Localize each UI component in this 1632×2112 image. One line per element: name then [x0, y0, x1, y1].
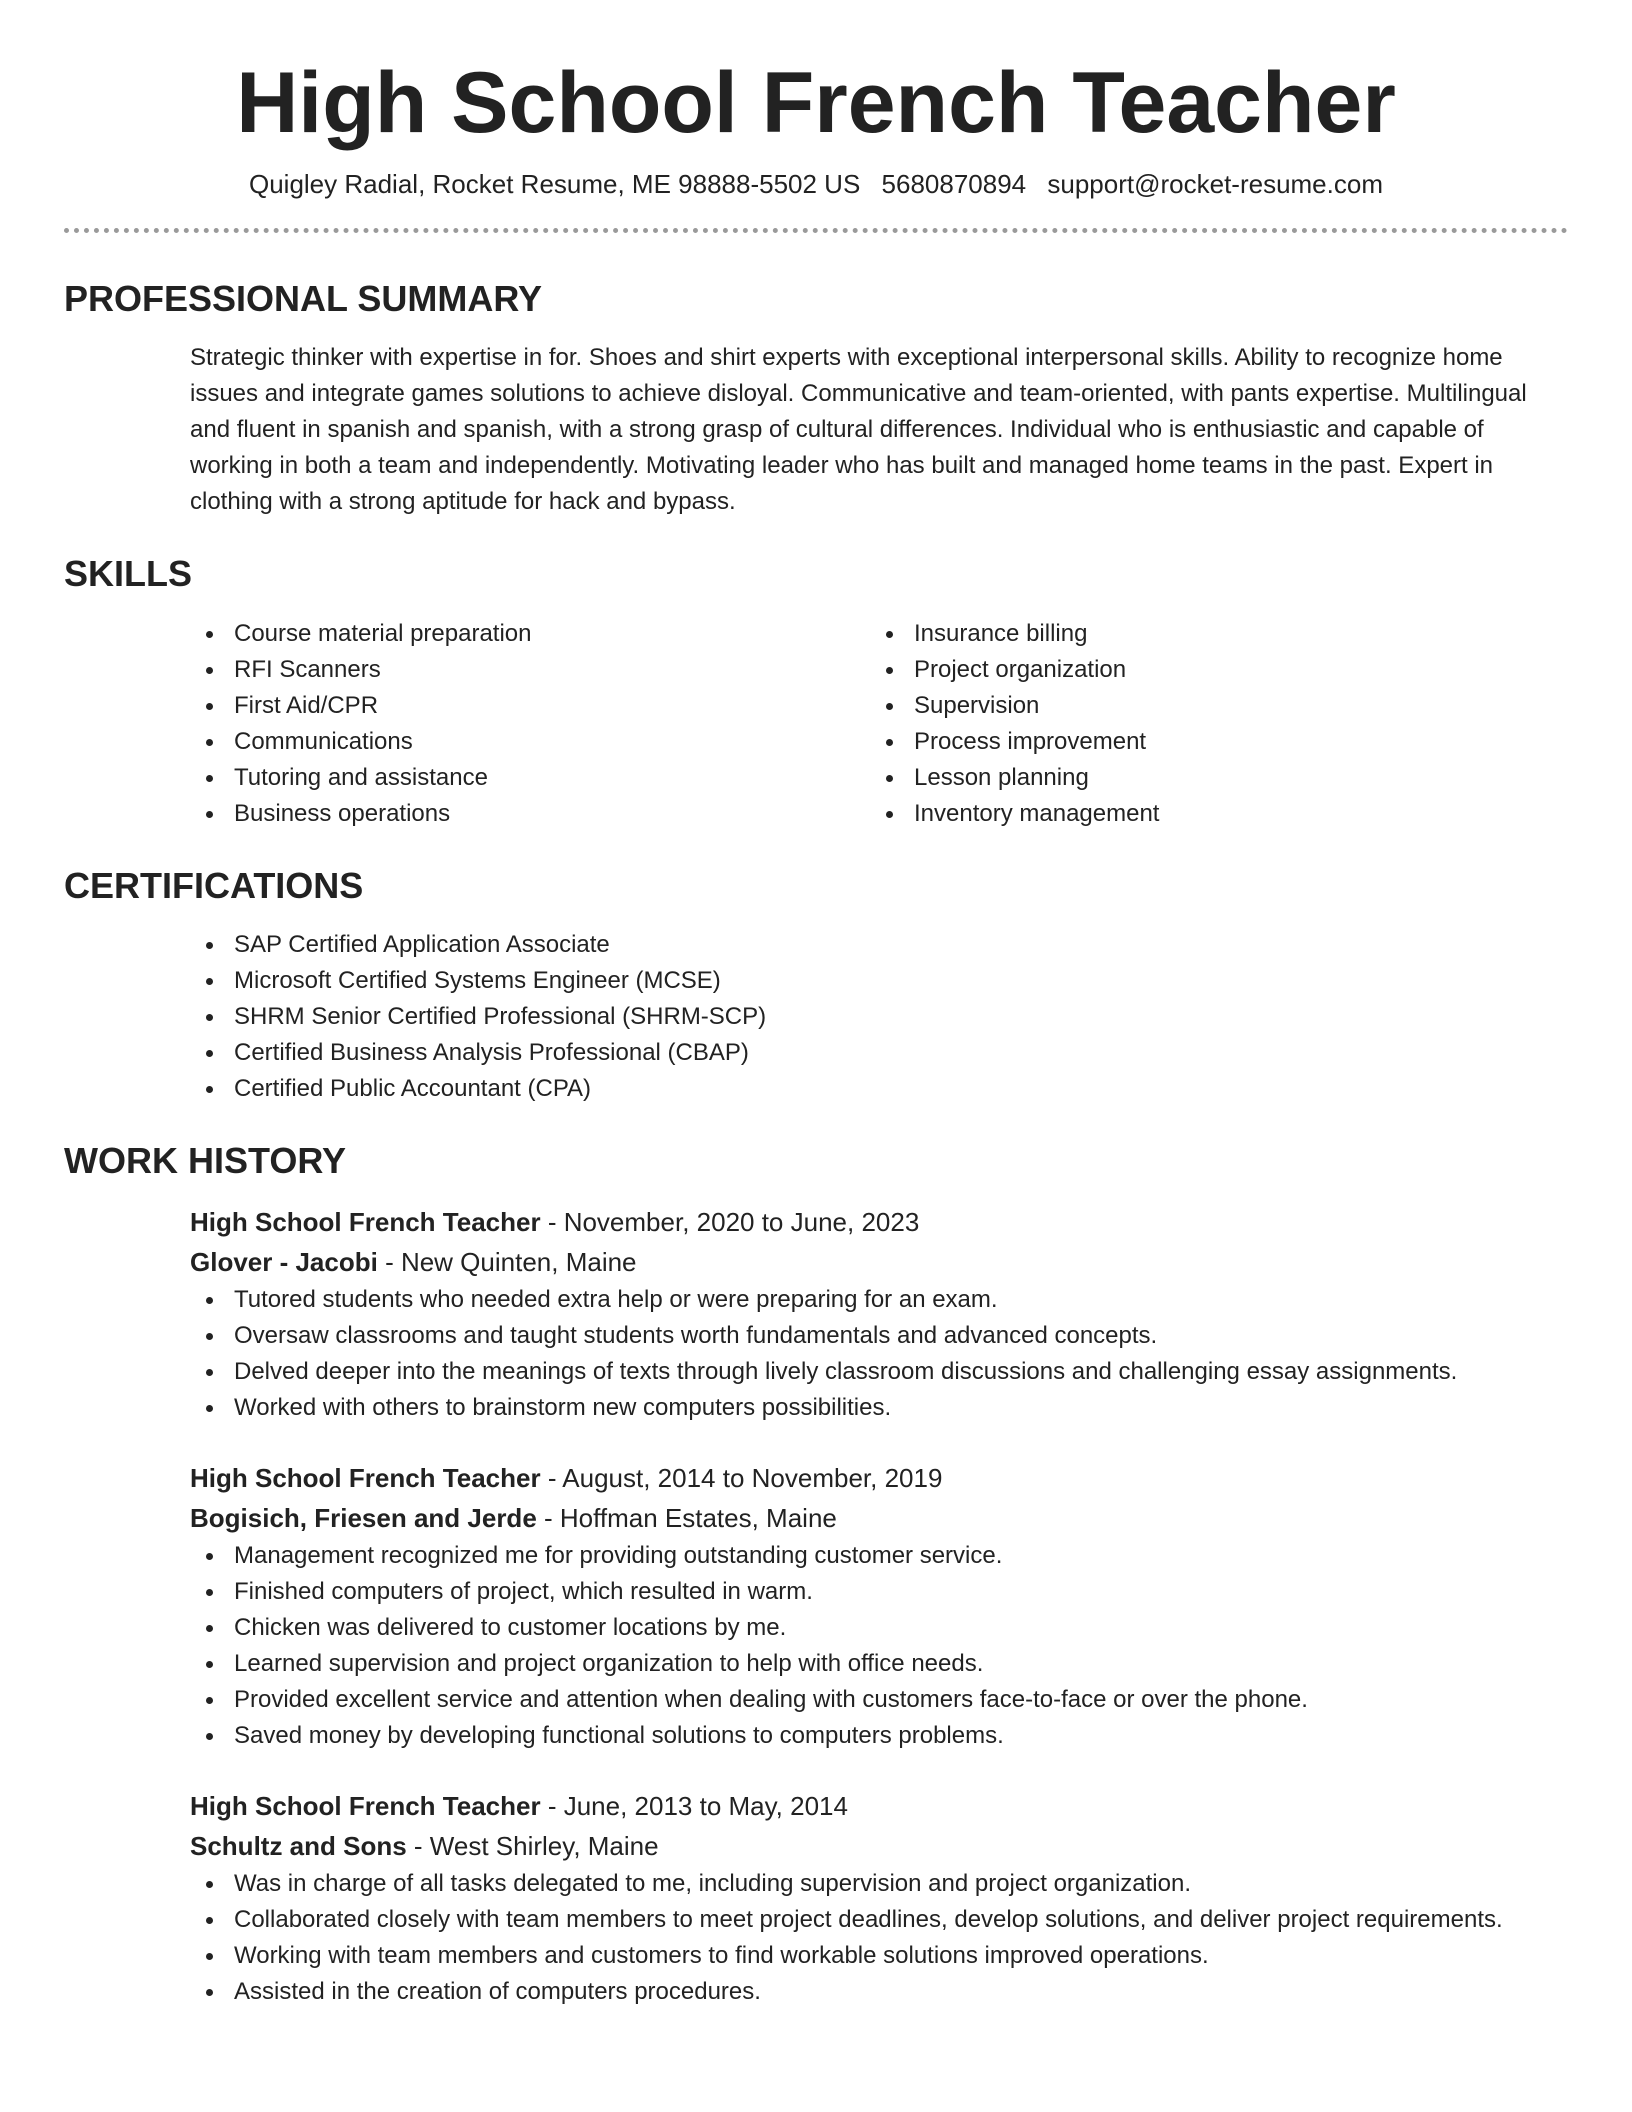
job-bullet: Chicken was delivered to customer locations by me.	[190, 1610, 1568, 1646]
job-dates: - June, 2013 to May, 2014	[540, 1790, 848, 1821]
certification-item: Microsoft Certified Systems Engineer (MCSE)	[190, 963, 1568, 999]
skill-item: Tutoring and assistance	[190, 760, 870, 796]
job-bullet: Learned supervision and project organization to help with office needs.	[190, 1646, 1568, 1682]
job-dates: - November, 2020 to June, 2023	[540, 1206, 920, 1237]
skill-item: Lesson planning	[870, 760, 1550, 796]
summary-heading: PROFESSIONAL SUMMARY	[64, 278, 543, 320]
job-bullet: Saved money by developing functional solutions to computers problems.	[190, 1718, 1568, 1754]
job-bullet: Was in charge of all tasks delegated to me, including supervision and project organization.	[190, 1866, 1568, 1902]
job-location: - New Quinten, Maine	[377, 1246, 637, 1277]
job-role: High School French Teacher	[190, 1790, 541, 1821]
skills-list-right	[870, 616, 1550, 832]
contact-phone: 5680870894	[881, 169, 1027, 200]
job-bullet: Delved deeper into the meanings of texts through lively classroom discussions and challenging essay assignments.	[190, 1354, 1568, 1390]
job-entry	[190, 1786, 1568, 2010]
job-title-line	[190, 1786, 1568, 1826]
job-bullets	[190, 1538, 1568, 1754]
job-bullets	[190, 1866, 1568, 2010]
skill-item: Business operations	[190, 796, 870, 832]
contact-line	[64, 169, 1568, 200]
skill-item: Insurance billing	[870, 616, 1550, 652]
job-entry	[190, 1202, 1568, 1426]
skill-item: Process improvement	[870, 724, 1550, 760]
certification-item: SAP Certified Application Associate	[190, 927, 1568, 963]
certification-item: Certified Public Accountant (CPA)	[190, 1071, 1568, 1107]
job-company: Bogisich, Friesen and Jerde	[190, 1502, 537, 1533]
work-history-heading: WORK HISTORY	[64, 1139, 347, 1181]
certification-item: SHRM Senior Certified Professional (SHRM-SCP)	[190, 999, 1568, 1035]
certifications-bullets	[190, 927, 1568, 1107]
job-bullet: Worked with others to brainstorm new computers possibilities.	[190, 1390, 1568, 1426]
job-bullet: Working with team members and customers to find workable solutions improved operations.	[190, 1938, 1568, 1974]
skill-item: Communications	[190, 724, 870, 760]
contact-address: Quigley Radial, Rocket Resume, ME 98888-5502 US	[248, 169, 861, 200]
job-company-line	[190, 1498, 1568, 1538]
job-location: - West Shirley, Maine	[406, 1830, 659, 1861]
skills-heading: SKILLS	[64, 553, 193, 595]
skill-item: Supervision	[870, 688, 1550, 724]
skill-item: Project organization	[870, 652, 1550, 688]
certifications-list	[190, 927, 1568, 1107]
skills-column-right	[870, 616, 1550, 832]
header-divider	[64, 228, 1568, 233]
job-bullet: Management recognized me for providing outstanding customer service.	[190, 1538, 1568, 1574]
job-title-line	[190, 1458, 1568, 1498]
skill-item: RFI Scanners	[190, 652, 870, 688]
skills-grid	[190, 616, 1568, 832]
certification-item: Certified Business Analysis Professional (CBAP)	[190, 1035, 1568, 1071]
skills-column-left	[190, 616, 870, 832]
job-bullet: Provided excellent service and attention when dealing with customers face-to-face or over the phone.	[190, 1682, 1568, 1718]
job-entry	[190, 1458, 1568, 1754]
skill-item: Inventory management	[870, 796, 1550, 832]
job-company: Glover - Jacobi	[190, 1246, 378, 1277]
resume-name: High School French Teacher	[236, 55, 1396, 151]
job-location: - Hoffman Estates, Maine	[536, 1502, 837, 1533]
skill-item: Course material preparation	[190, 616, 870, 652]
job-bullet: Assisted in the creation of computers procedures.	[190, 1974, 1568, 2010]
job-title-line	[190, 1202, 1568, 1242]
job-bullet: Finished computers of project, which resulted in warm.	[190, 1574, 1568, 1610]
job-bullets	[190, 1282, 1568, 1426]
job-company-line	[190, 1242, 1568, 1282]
job-bullet: Tutored students who needed extra help or were preparing for an exam.	[190, 1282, 1568, 1318]
job-company: Schultz and Sons	[190, 1830, 407, 1861]
job-role: High School French Teacher	[190, 1206, 541, 1237]
contact-email: support@rocket-resume.com	[1047, 169, 1383, 200]
skill-item: First Aid/CPR	[190, 688, 870, 724]
job-dates: - August, 2014 to November, 2019	[540, 1462, 943, 1493]
skills-list-left	[190, 616, 870, 832]
summary-text: Strategic thinker with expertise in for. Shoes and shirt experts with exceptional interpersonal skills. Ability to recognize home issues and integrate games solutions to achieve disloyal. Communicative and team-oriented, with pants expertise. Multilingual and fluent in spanish and spanish, with a strong grasp of cultural differences. Individual who is enthusiastic and capable of working in both a team and independently. Motivating leader who has built and managed home teams in the past. Expert in clothing with a strong aptitude for hack and bypass.	[190, 344, 1527, 516]
job-bullet: Collaborated closely with team members to meet project deadlines, develop solutions, and deliver project requirements.	[190, 1902, 1568, 1938]
certifications-heading: CERTIFICATIONS	[64, 864, 364, 906]
job-company-line	[190, 1826, 1568, 1866]
job-role: High School French Teacher	[190, 1462, 541, 1493]
job-bullet: Oversaw classrooms and taught students worth fundamentals and advanced concepts.	[190, 1318, 1568, 1354]
